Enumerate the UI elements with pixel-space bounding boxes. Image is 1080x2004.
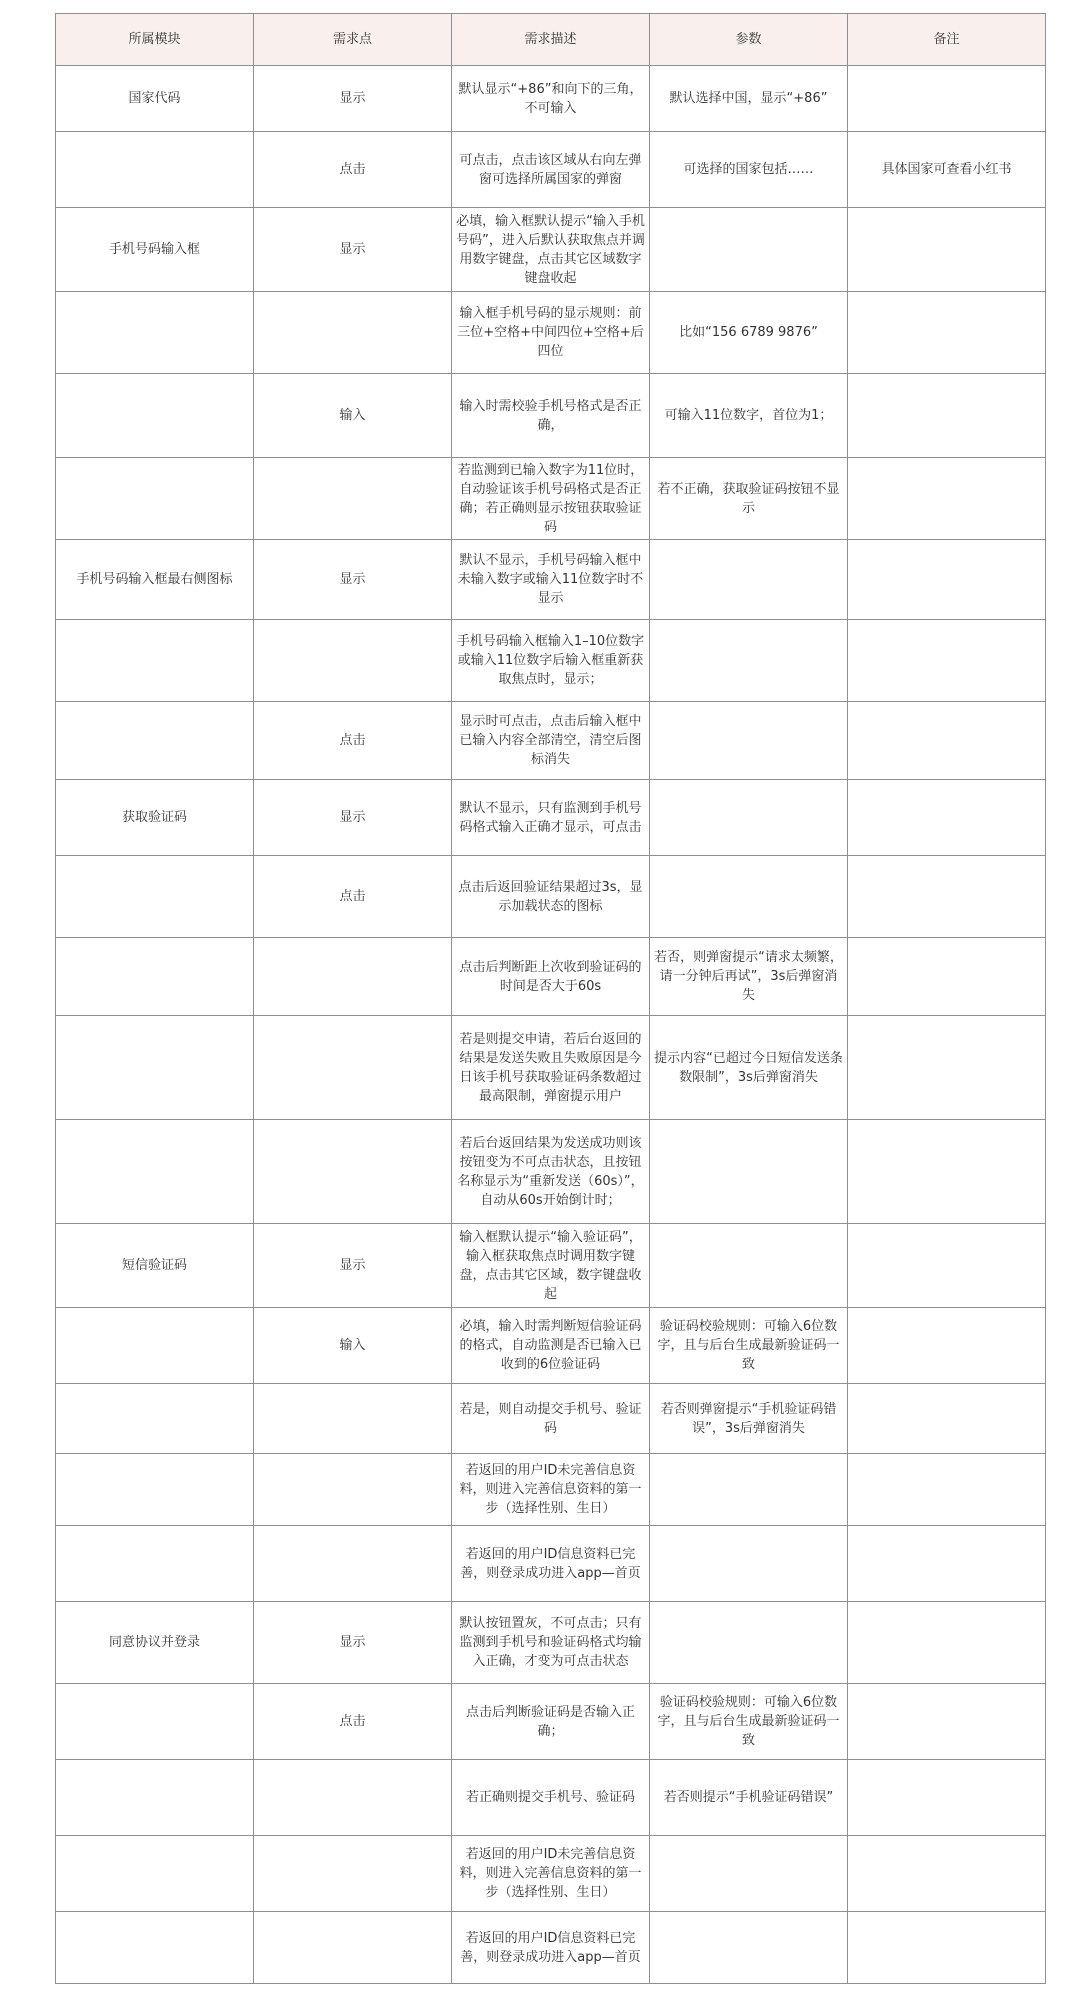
table-row [56, 132, 1046, 208]
cell-point: 显示 [254, 1224, 452, 1308]
cell-note [848, 1016, 1046, 1120]
cell-module [56, 1760, 254, 1836]
table-row [56, 1016, 1046, 1120]
cell-description: 若返回的用户ID信息资料已完善，则登录成功进入app—首页 [452, 1526, 650, 1602]
cell-note [848, 458, 1046, 540]
cell-parameter [650, 1912, 848, 1984]
cell-description: 若监测到已输入数字为11位时，自动验证该手机号码格式是否正确；若正确则显示按钮获取验证码 [452, 458, 650, 540]
cell-module [56, 1684, 254, 1760]
table-row [56, 1224, 1046, 1308]
cell-note [848, 938, 1046, 1016]
cell-note [848, 620, 1046, 702]
cell-note [848, 856, 1046, 938]
cell-note [848, 374, 1046, 458]
cell-parameter [650, 540, 848, 620]
table-row [56, 1836, 1046, 1912]
cell-module: 获取验证码 [56, 780, 254, 856]
cell-point: 点击 [254, 856, 452, 938]
cell-description: 输入时需校验手机号格式是否正确， [452, 374, 650, 458]
cell-parameter: 比如“156 6789 9876” [650, 292, 848, 374]
table-row [56, 1454, 1046, 1526]
cell-point [254, 1760, 452, 1836]
cell-parameter: 可输入11位数字，首位为1； [650, 374, 848, 458]
cell-note [848, 540, 1046, 620]
cell-point: 显示 [254, 66, 452, 132]
cell-description: 可点击，点击该区域从右向左弹窗可选择所属国家的弹窗 [452, 132, 650, 208]
cell-note [848, 1912, 1046, 1984]
cell-description: 若后台返回结果为发送成功则该按钮变为不可点击状态，且按钮名称显示为“重新发送（60s）”，自动从60s开始倒计时； [452, 1120, 650, 1224]
cell-note: 具体国家可查看小红书 [848, 132, 1046, 208]
cell-note [848, 1760, 1046, 1836]
table-row [56, 1684, 1046, 1760]
cell-module [56, 292, 254, 374]
cell-module: 国家代码 [56, 66, 254, 132]
cell-parameter [650, 1836, 848, 1912]
cell-note [848, 1836, 1046, 1912]
table-row [56, 374, 1046, 458]
cell-point: 输入 [254, 1308, 452, 1384]
cell-note [848, 1224, 1046, 1308]
cell-description: 若是，则自动提交手机号、验证码 [452, 1384, 650, 1454]
cell-description: 若返回的用户ID未完善信息资料，则进入完善信息资料的第一步（选择性别、生日） [452, 1454, 650, 1526]
cell-description: 若是则提交申请，若后台返回的结果是发送失败且失败原因是今日该手机号获取验证码条数超过最高限制，弹窗提示用户 [452, 1016, 650, 1120]
cell-module [56, 1308, 254, 1384]
cell-point [254, 938, 452, 1016]
cell-parameter [650, 1454, 848, 1526]
cell-parameter [650, 208, 848, 292]
header-module: 所属模块 [56, 14, 254, 66]
cell-point [254, 1120, 452, 1224]
table-body [56, 66, 1046, 1984]
cell-point: 点击 [254, 132, 452, 208]
table-row [56, 1602, 1046, 1684]
header-note: 备注 [848, 14, 1046, 66]
cell-note [848, 1120, 1046, 1224]
cell-parameter [650, 1120, 848, 1224]
cell-note [848, 208, 1046, 292]
cell-description: 点击后判断距上次收到验证码的时间是否大于60s [452, 938, 650, 1016]
cell-description: 若返回的用户ID信息资料已完善，则登录成功进入app—首页 [452, 1912, 650, 1984]
cell-note [848, 1454, 1046, 1526]
cell-module [56, 702, 254, 780]
cell-point [254, 1384, 452, 1454]
cell-note [848, 1308, 1046, 1384]
table-row [56, 938, 1046, 1016]
table-row [56, 458, 1046, 540]
cell-note [848, 1384, 1046, 1454]
cell-parameter [650, 1526, 848, 1602]
cell-description: 手机号码输入框输入1–10位数字或输入11位数字后输入框重新获取焦点时，显示； [452, 620, 650, 702]
cell-point [254, 292, 452, 374]
cell-module [56, 1836, 254, 1912]
cell-parameter: 验证码校验规则：可输入6位数字，且与后台生成最新验证码一致 [650, 1684, 848, 1760]
table-row [56, 540, 1046, 620]
cell-module: 手机号码输入框最右侧图标 [56, 540, 254, 620]
header-description: 需求描述 [452, 14, 650, 66]
table-row [56, 780, 1046, 856]
cell-description: 点击后判断验证码是否输入正确； [452, 1684, 650, 1760]
cell-description: 必填，输入时需判断短信验证码的格式，自动监测是否已输入已收到的6位验证码 [452, 1308, 650, 1384]
cell-parameter [650, 702, 848, 780]
header-parameter: 参数 [650, 14, 848, 66]
cell-parameter: 提示内容“已超过今日短信发送条数限制”，3s后弹窗消失 [650, 1016, 848, 1120]
cell-note [848, 292, 1046, 374]
cell-description: 输入框默认提示“输入验证码”，输入框获取焦点时调用数字键盘，点击其它区域，数字键盘收起 [452, 1224, 650, 1308]
cell-description: 默认不显示，手机号码输入框中未输入数字或输入11位数字时不显示 [452, 540, 650, 620]
table-row [56, 1384, 1046, 1454]
cell-module [56, 458, 254, 540]
table-row [56, 702, 1046, 780]
cell-parameter [650, 1602, 848, 1684]
table-row [56, 620, 1046, 702]
table-row [56, 1308, 1046, 1384]
cell-module [56, 132, 254, 208]
table-row [56, 856, 1046, 938]
cell-description: 若返回的用户ID未完善信息资料，则进入完善信息资料的第一步（选择性别、生日） [452, 1836, 650, 1912]
table-row [56, 1912, 1046, 1984]
cell-description: 输入框手机号码的显示规则：前三位+空格+中间四位+空格+后四位 [452, 292, 650, 374]
cell-parameter: 若不正确，获取验证码按钮不显示 [650, 458, 848, 540]
table-row [56, 292, 1046, 374]
cell-parameter [650, 620, 848, 702]
cell-note [848, 1684, 1046, 1760]
cell-description: 默认不显示，只有监测到手机号码格式输入正确才显示，可点击 [452, 780, 650, 856]
cell-note [848, 1602, 1046, 1684]
cell-note [848, 780, 1046, 856]
cell-parameter: 可选择的国家包括…… [650, 132, 848, 208]
cell-module: 短信验证码 [56, 1224, 254, 1308]
cell-module [56, 1016, 254, 1120]
cell-description: 必填，输入框默认提示“输入手机号码”，进入后默认获取焦点并调用数字键盘，点击其它区域数字键盘收起 [452, 208, 650, 292]
table-row [56, 1526, 1046, 1602]
cell-parameter: 验证码校验规则：可输入6位数字，且与后台生成最新验证码一致 [650, 1308, 848, 1384]
cell-description: 默认按钮置灰，不可点击；只有监测到手机号和验证码格式均输入正确，才变为可点击状态 [452, 1602, 650, 1684]
cell-point [254, 1526, 452, 1602]
cell-description: 点击后返回验证结果超过3s，显示加载状态的图标 [452, 856, 650, 938]
cell-parameter: 若否则弹窗提示“手机验证码错误”，3s后弹窗消失 [650, 1384, 848, 1454]
cell-module: 手机号码输入框 [56, 208, 254, 292]
cell-parameter [650, 856, 848, 938]
cell-module [56, 1384, 254, 1454]
cell-parameter [650, 1224, 848, 1308]
cell-point [254, 1016, 452, 1120]
cell-parameter [650, 780, 848, 856]
cell-module [56, 1120, 254, 1224]
table-header-row [56, 14, 1046, 66]
cell-point: 输入 [254, 374, 452, 458]
cell-point: 显示 [254, 780, 452, 856]
table-row [56, 208, 1046, 292]
cell-module [56, 938, 254, 1016]
cell-module [56, 1526, 254, 1602]
cell-note [848, 1526, 1046, 1602]
cell-description: 若正确则提交手机号、验证码 [452, 1760, 650, 1836]
cell-module [56, 856, 254, 938]
cell-description: 显示时可点击，点击后输入框中已输入内容全部清空，清空后图标消失 [452, 702, 650, 780]
cell-parameter: 若否，则弹窗提示“请求太频繁，请一分钟后再试”，3s后弹窗消失 [650, 938, 848, 1016]
requirements-table [55, 13, 1046, 1984]
table-row [56, 66, 1046, 132]
cell-description: 默认显示“+86”和向下的三角，不可输入 [452, 66, 650, 132]
cell-module [56, 374, 254, 458]
table-row [56, 1120, 1046, 1224]
cell-point [254, 1454, 452, 1526]
cell-module [56, 1454, 254, 1526]
cell-module [56, 1912, 254, 1984]
cell-point [254, 458, 452, 540]
cell-point: 显示 [254, 1602, 452, 1684]
cell-module [56, 620, 254, 702]
cell-parameter: 若否则提示“手机验证码错误” [650, 1760, 848, 1836]
cell-point [254, 620, 452, 702]
cell-note [848, 702, 1046, 780]
cell-point: 点击 [254, 702, 452, 780]
cell-note [848, 66, 1046, 132]
cell-module: 同意协议并登录 [56, 1602, 254, 1684]
cell-point: 显示 [254, 208, 452, 292]
table-row [56, 1760, 1046, 1836]
cell-point [254, 1836, 452, 1912]
cell-point: 点击 [254, 1684, 452, 1760]
cell-point: 显示 [254, 540, 452, 620]
cell-point [254, 1912, 452, 1984]
header-point: 需求点 [254, 14, 452, 66]
requirements-table-container [55, 13, 1045, 1984]
cell-parameter: 默认选择中国，显示“+86” [650, 66, 848, 132]
